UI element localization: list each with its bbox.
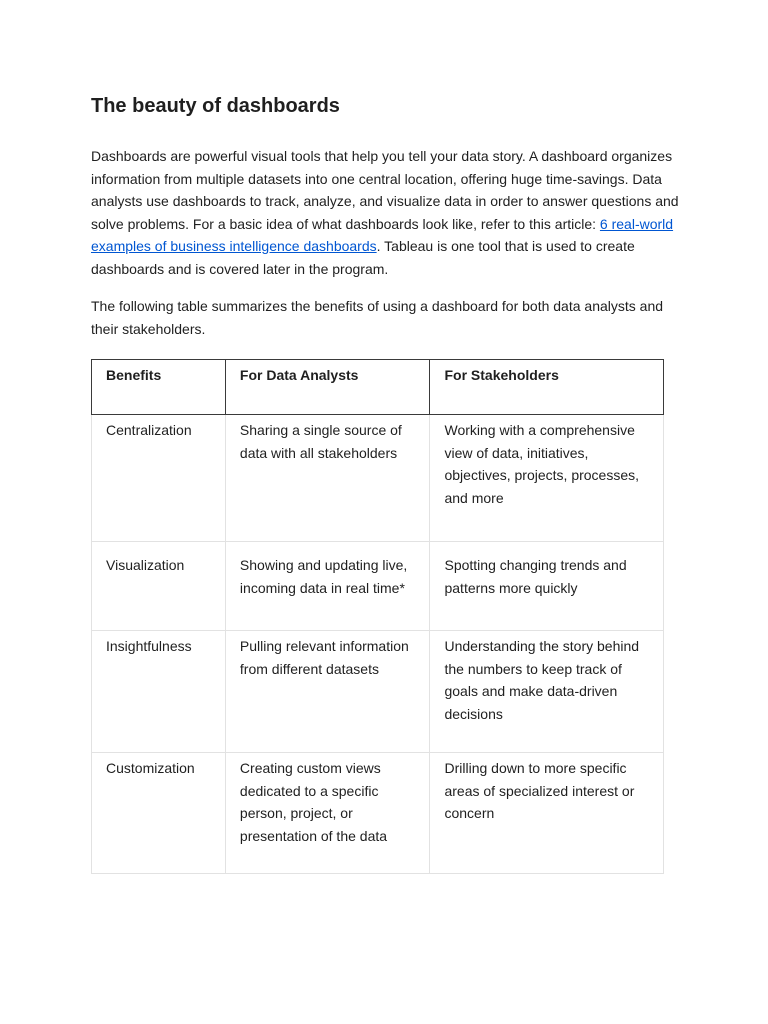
analysts-cell: Creating custom views dedicated to a specific person, project, or presentation of the data bbox=[225, 753, 430, 874]
dashboards-article-link[interactable]: 6 real-world examples of business intelligence dashboards bbox=[91, 215, 674, 254]
analysts-cell: Showing and updating live, incoming data in real time* bbox=[225, 542, 430, 631]
summary-paragraph: The following table summarizes the benefits of using a dashboard for both data analysts and their stakeholders. bbox=[91, 298, 664, 337]
benefit-cell: Customization bbox=[92, 753, 226, 874]
stakeholders-cell: Spotting changing trends and patterns more quickly bbox=[430, 542, 664, 631]
analysts-cell: Sharing a single source of data with all stakeholders bbox=[225, 415, 430, 542]
benefits-table bbox=[91, 359, 664, 874]
table-row bbox=[92, 753, 664, 874]
page-title: The beauty of dashboards bbox=[91, 95, 340, 117]
stakeholders-cell: Working with a comprehensive view of data, initiatives, objectives, projects, processes, and more bbox=[430, 415, 664, 542]
article bbox=[91, 92, 681, 874]
benefit-cell: Visualization bbox=[92, 542, 226, 631]
table-header-row bbox=[92, 360, 664, 415]
header-benefits: Benefits bbox=[92, 360, 226, 415]
intro-text-after-link: . Tableau is one tool that is used to create dashboards and is covered later in the program. bbox=[91, 238, 635, 277]
table-row bbox=[92, 542, 664, 631]
stakeholders-cell: Understanding the story behind the numbers to keep track of goals and make data-driven decisions bbox=[430, 631, 664, 753]
stakeholders-cell: Drilling down to more specific areas of specialized interest or concern bbox=[430, 753, 664, 874]
table-row bbox=[92, 631, 664, 753]
benefit-cell: Insightfulness bbox=[92, 631, 226, 753]
table-row bbox=[92, 415, 664, 542]
analysts-cell: Pulling relevant information from different datasets bbox=[225, 631, 430, 753]
header-for-stakeholders: For Stakeholders bbox=[430, 360, 664, 415]
header-for-data-analysts: For Data Analysts bbox=[225, 360, 430, 415]
intro-paragraph bbox=[91, 145, 681, 280]
intro-text-before-link: Dashboards are powerful visual tools that help you tell your data story. A dashboard organizes information from multiple datasets into one central location, offering huge time-savings. Data analysts use dashboards to track, analyze, and visualize data in order to answer questions and solve problems. For a basic idea of what dashboards look like, refer to this article: bbox=[91, 148, 679, 232]
benefit-cell: Centralization bbox=[92, 415, 226, 542]
